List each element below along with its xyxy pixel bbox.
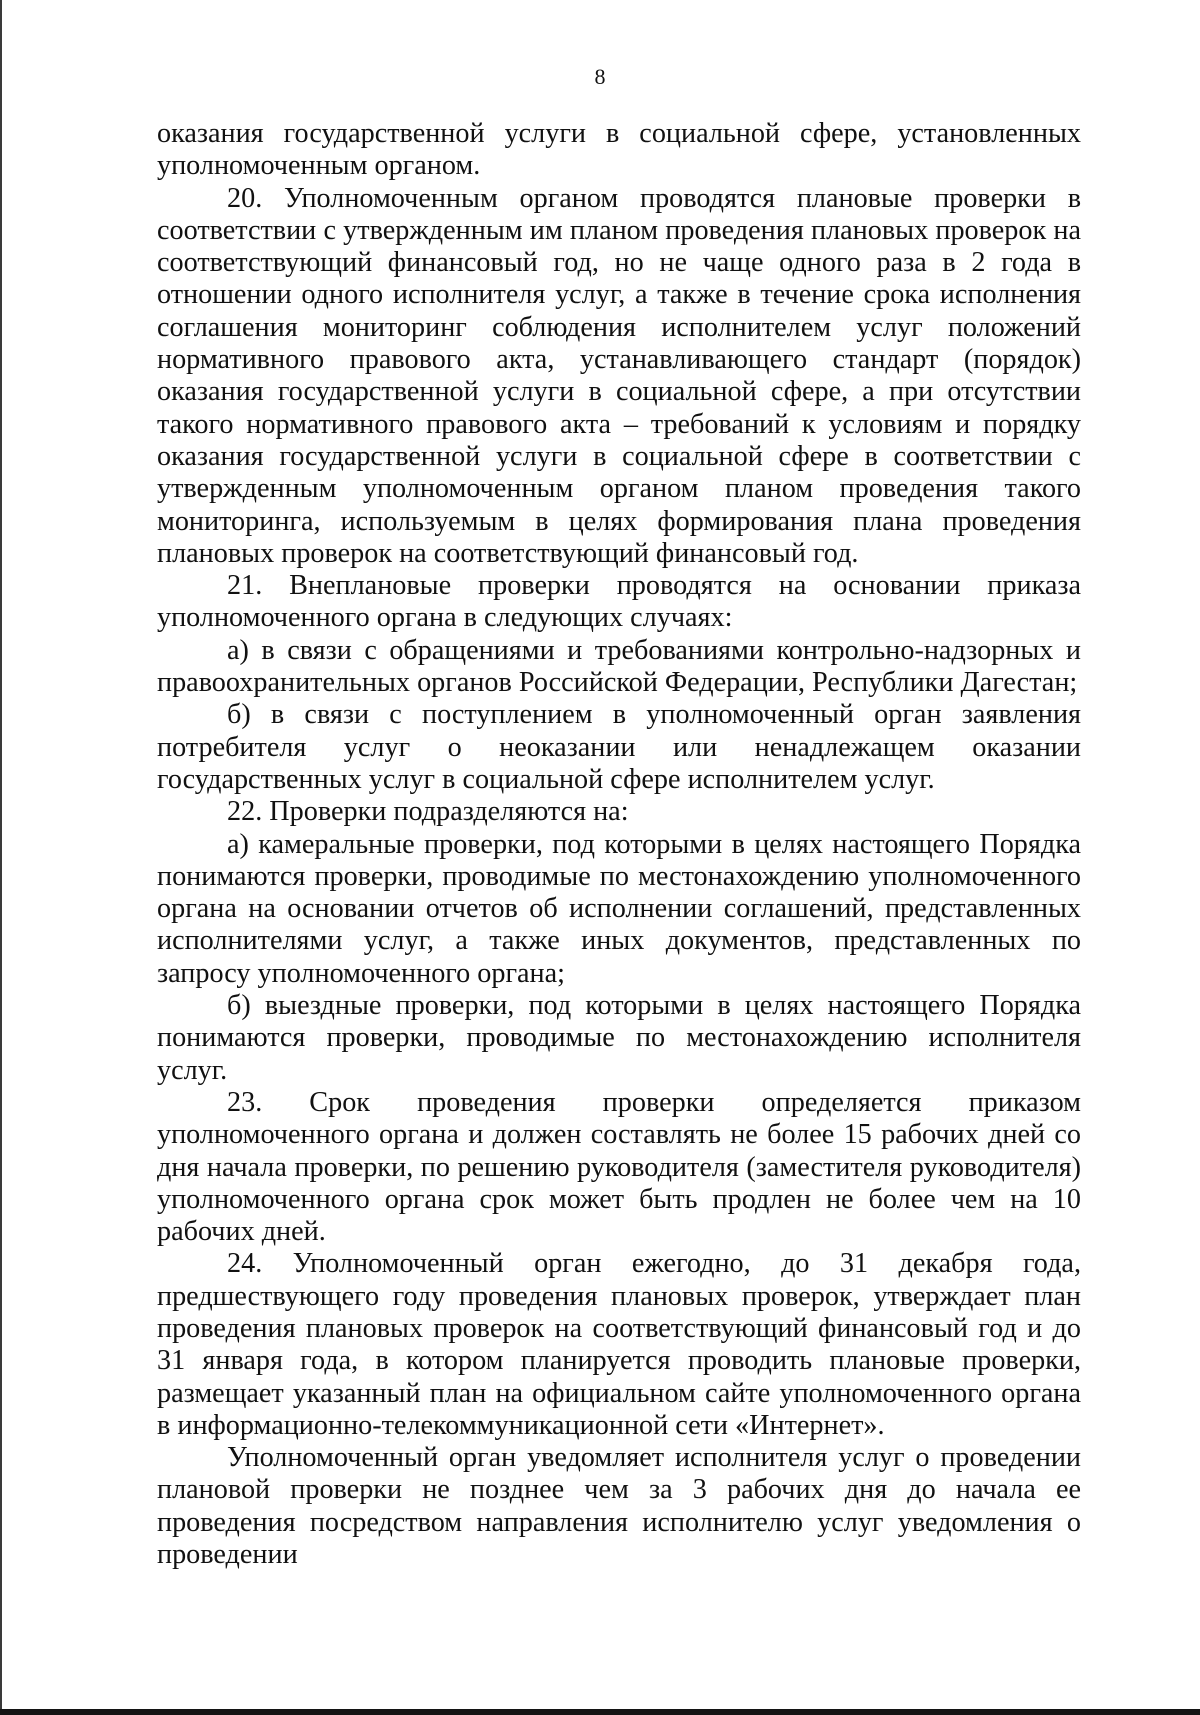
scan-edge-left bbox=[0, 0, 2, 1715]
document-body bbox=[157, 118, 1081, 1571]
paragraph-item-21-b: б) в связи с поступлением в уполномоченный орган заявления потребителя услуг о неоказании или ненадлежащем оказании государственных услуг в социальной сфере исполнителем услуг. bbox=[157, 699, 1081, 795]
paragraph-item-21-a: а) в связи с обращениями и требованиями контрольно-надзорных и правоохранительных органов Российской Федерации, Республики Дагестан; bbox=[157, 634, 1081, 699]
paragraph-item-20: 20. Уполномоченным органом проводятся плановые проверки в соответствии с утвержденным им планом проведения плановых проверок на соответствующий финансовый год, но не чаще одного раза в 2 года в отношении одного исполнителя услуг, а также в течение срока исполнения соглашения мониторинг соблюдения исполнителем услуг положений нормативного правового акта, устанавливающего стандарт (порядок) оказания государственной услуги в социальной сфере, а при отсутствии такого нормативного правового акта – требований к условиям и порядку оказания государственной услуги в социальной сфере в соответствии с утвержденным уполномоченным органом планом проведения такого мониторинга, используемым в целях формирования плана проведения плановых проверок на соответствующий финансовый год. bbox=[157, 182, 1081, 569]
paragraph-item-24: 24. Уполномоченный орган ежегодно, до 31 декабря года, предшествующего году проведения плановых проверок, утверждает план проведения плановых проверок на соответствующий финансовый год и до 31 января года, в котором планируется проводить плановые проверки, размещает указанный план на официальном сайте уполномоченного органа в информационно-телекоммуникационной сети «Интернет». bbox=[157, 1248, 1081, 1441]
paragraph-notification: Уполномоченный орган уведомляет исполнителя услуг о проведении плановой проверки не позднее чем за 3 рабочих дня до начала ее проведения посредством направления исполнителю услуг уведомления о проведении bbox=[157, 1442, 1081, 1571]
paragraph-item-22-a: а) камеральные проверки, под которыми в целях настоящего Порядка понимаются проверки, проводимые по местонахождению уполномоченного органа на основании отчетов об исполнении соглашений, представленных исполнителями услуг, а также иных документов, представленных по запросу уполномоченного органа; bbox=[157, 828, 1081, 989]
paragraph-item-22: 22. Проверки подразделяются на: bbox=[227, 796, 629, 828]
page-number: 8 bbox=[594, 64, 606, 89]
paragraph-item-21: 21. Внеплановые проверки проводятся на основании приказа уполномоченного органа в следующих случаях: bbox=[157, 570, 1081, 634]
paragraph-item-23: 23. Срок проведения проверки определяется приказом уполномоченного органа и должен составлять не более 15 рабочих дней со дня начала проверки, по решению руководителя (заместителя руководителя) уполномоченного органа срок может быть продлен не более чем на 10 рабочих дней. bbox=[157, 1086, 1081, 1248]
paragraph-item-22-b: б) выездные проверки, под которыми в целях настоящего Порядка понимаются проверки, проводимые по местонахождению исполнителя услуг. bbox=[157, 990, 1081, 1086]
paragraph-continuation: оказания государственной услуги в социальной сфере, установленных уполномоченным органом. bbox=[157, 118, 1081, 182]
scan-edge-bottom bbox=[0, 1709, 1200, 1715]
